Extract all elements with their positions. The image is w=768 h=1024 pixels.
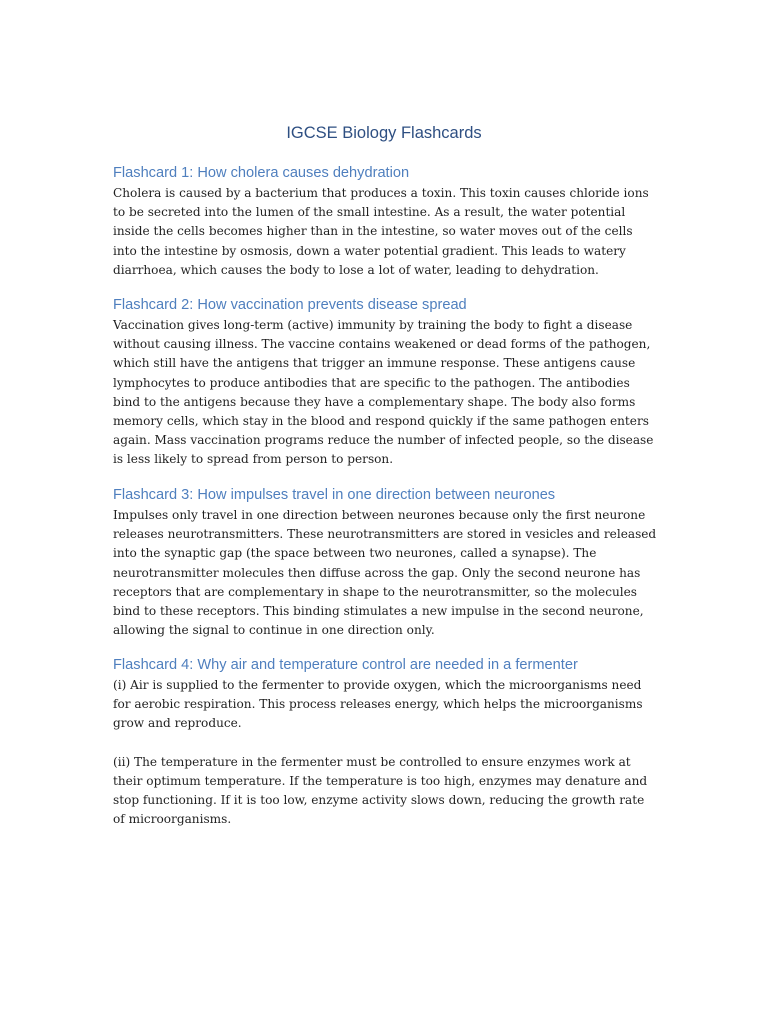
flashcard-1 — [113, 162, 658, 280]
flashcard-1-heading: Flashcard 1: How cholera causes dehydration — [113, 165, 410, 181]
flashcard-1-paragraph: Cholera is caused by a bacterium that produces a toxin. This toxin causes chloride ions to be secreted into the lumen of the small intestine. As a result, the water potential inside the cells becomes higher than in the intestine, so water moves out of the cells into the intestine by osmosis, down a water potential gradient. This leads to watery diarrhoea, which causes the body to lose a lot of water, leading to dehydration. — [113, 186, 649, 277]
document-title: IGCSE Biology Flashcards — [286, 124, 482, 142]
flashcard-2 — [113, 294, 658, 470]
flashcard-4-paragraph-2: (ii) The temperature in the fermenter must be controlled to ensure enzymes work at their optimum temperature. If the temperature is too high, enzymes may denature and stop functioning. If it is too low, enzyme activity slows down, reducing the growth rate of microorganisms. — [113, 754, 648, 827]
flashcard-3-heading: Flashcard 3: How impulses travel in one direction between neurones — [113, 487, 556, 503]
paragraph-spacer — [113, 734, 658, 753]
flashcard-3 — [113, 484, 658, 640]
flashcard-3-paragraph: Impulses only travel in one direction between neurones because only the first neurone releases neurotransmitters. These neurotransmitters are stored in vesicles and released into the synaptic gap (the space between two neurones, called a synapse). The neurotransmitter molecules then diffuse across the gap. Only the second neurone has receptors that are complementary in shape to the neurotransmitter, so the molecules bind to these receptors. This binding stimulates a new impulse in the second neurone, allowing the signal to continue in one direction only. — [113, 508, 657, 638]
flashcard-2-heading: Flashcard 2: How vaccination prevents disease spread — [113, 297, 467, 313]
flashcard-4 — [113, 654, 658, 829]
flashcard-4-heading: Flashcard 4: Why air and temperature control are needed in a fermenter — [113, 657, 578, 673]
flashcard-2-paragraph: Vaccination gives long-term (active) immunity by training the body to fight a disease without causing illness. The vaccine contains weakened or dead forms of the pathogen, which still have the antigens that trigger an immune response. These antigens cause lymphocytes to produce antibodies that are specific to the pathogen. The antibodies bind to the antigens because they have a complementary shape. The body also forms memory cells, which stay in the blood and respond quickly if the same pathogen enters again. Mass vaccination programs reduce the number of infected people, so the disease is less likely to spread from person to person. — [113, 318, 654, 467]
flashcard-4-paragraph-1: (i) Air is supplied to the fermenter to provide oxygen, which the microorganisms need for aerobic respiration. This process releases energy, which helps the microorganisms grow and reproduce. — [113, 678, 643, 731]
